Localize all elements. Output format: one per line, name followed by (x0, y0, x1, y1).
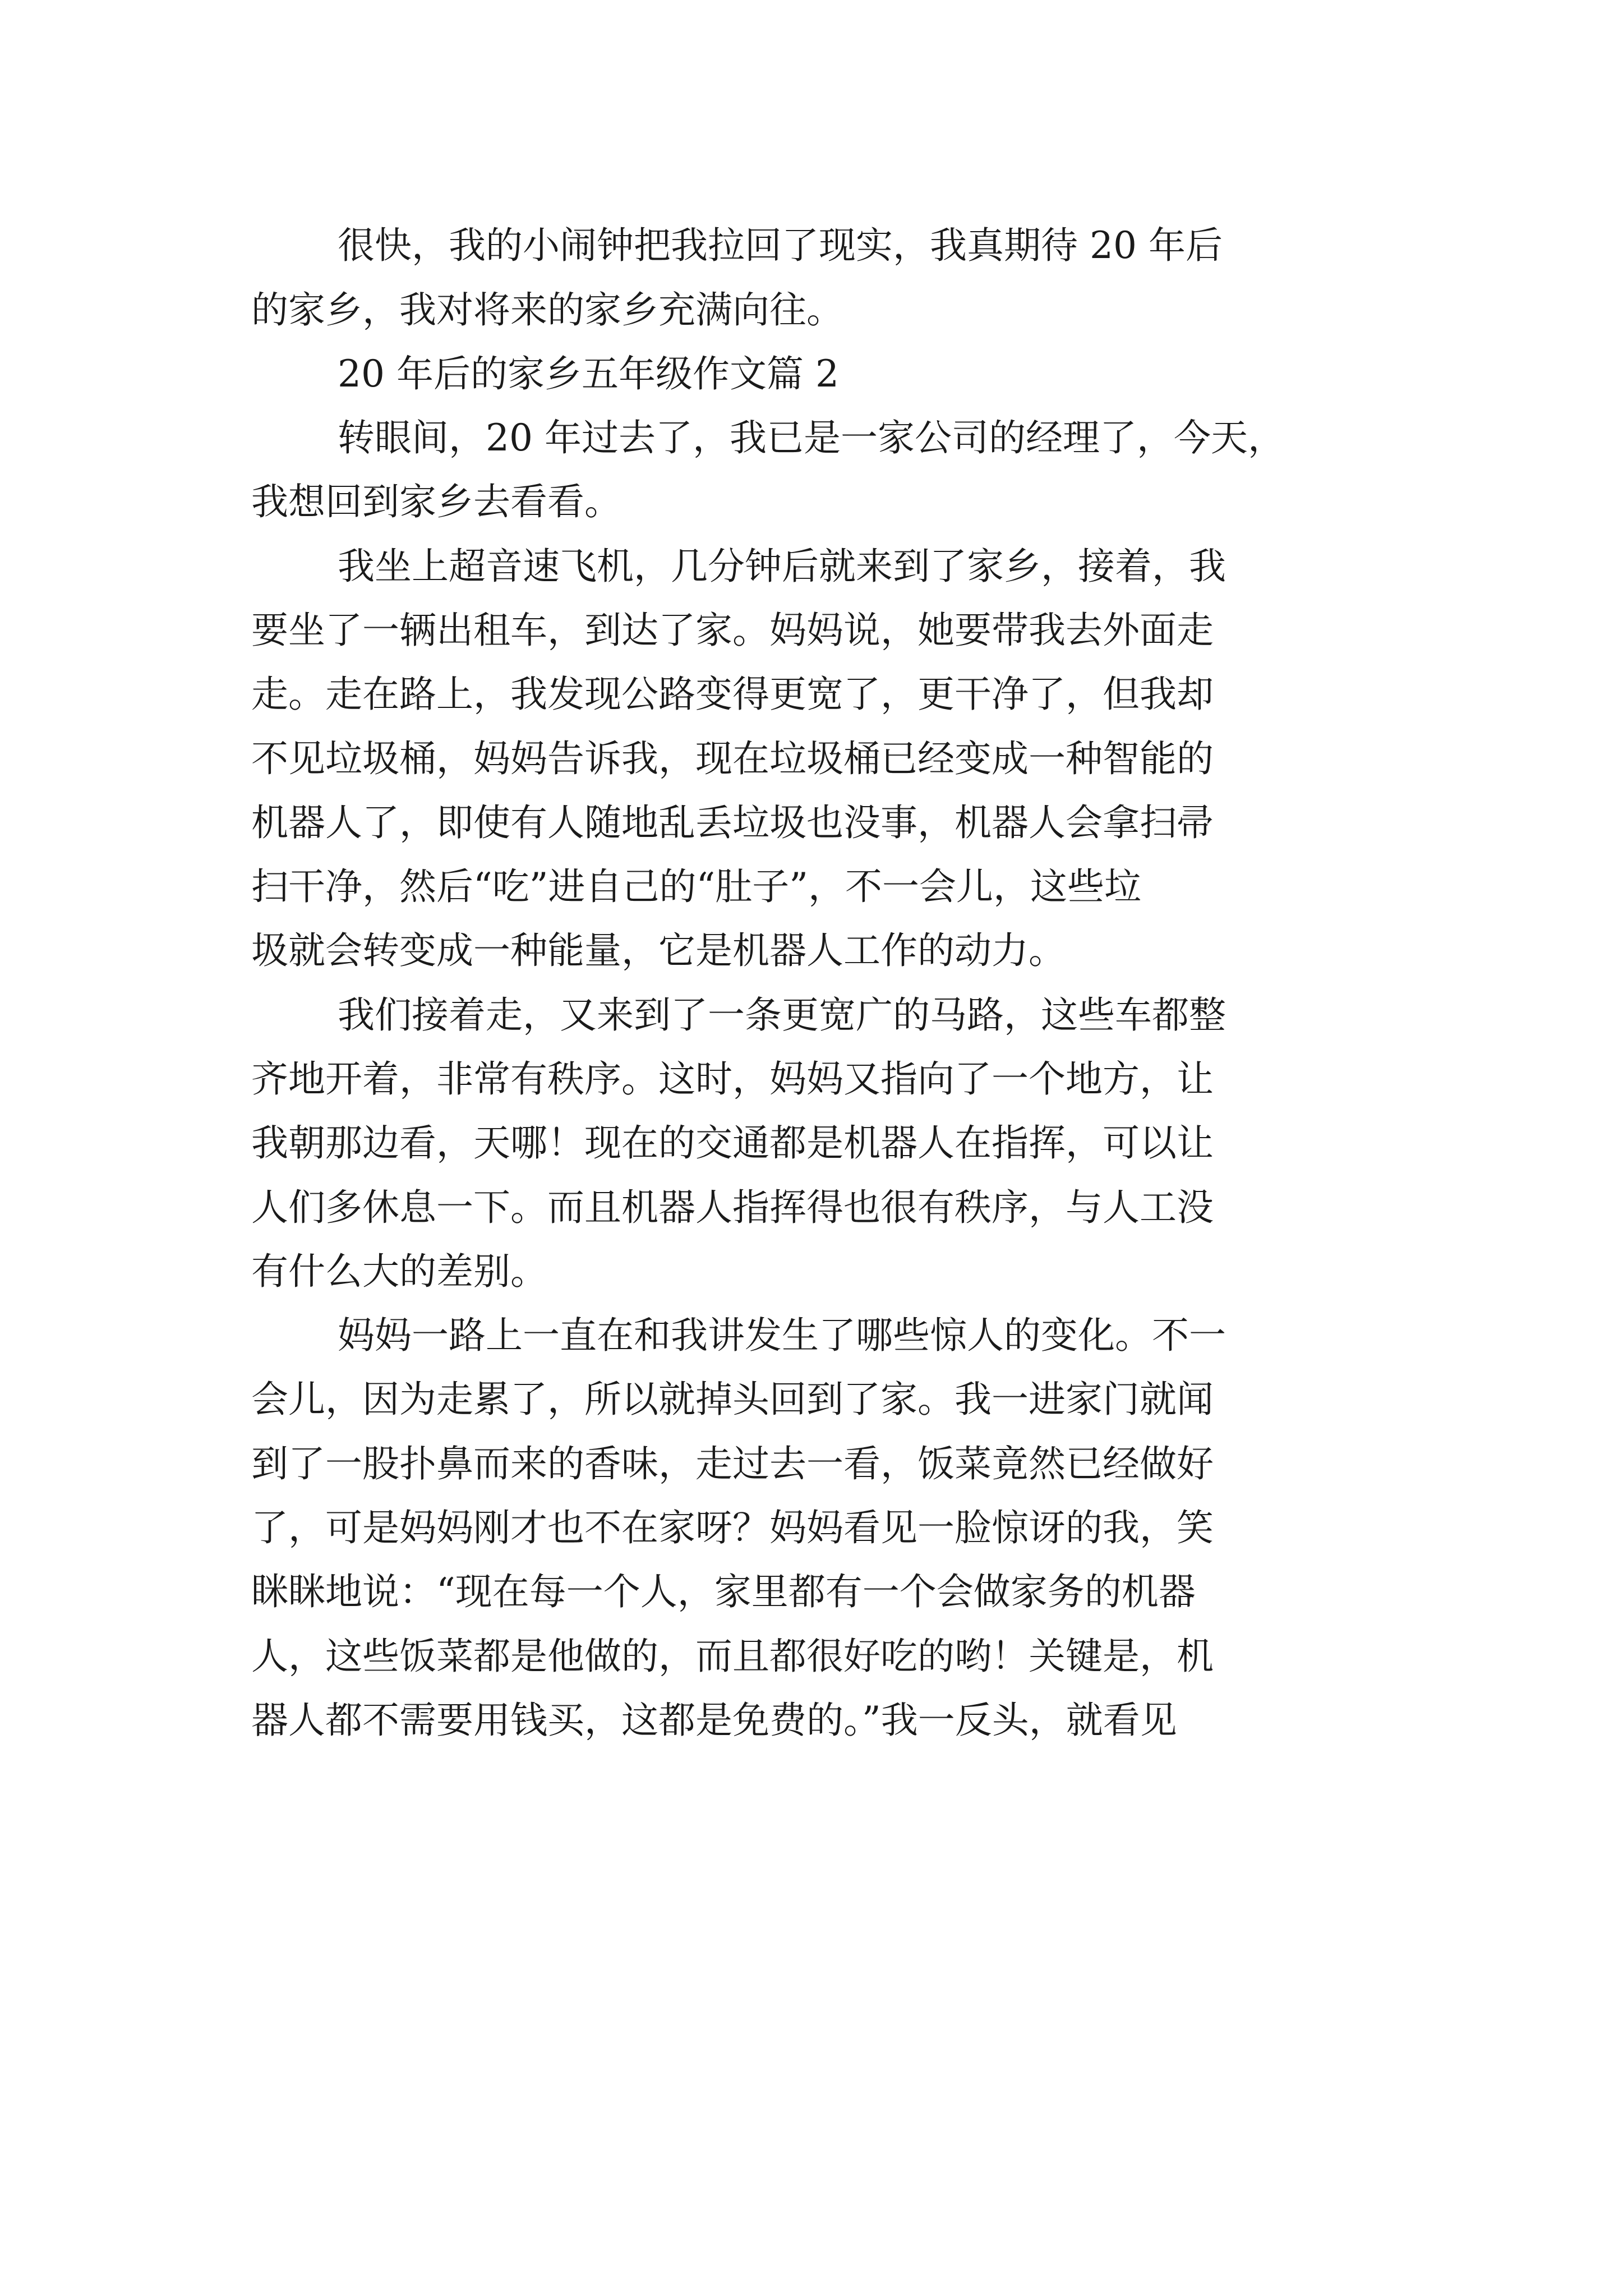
text-line: 有什么大的差别。 (251, 1250, 547, 1293)
text-line: 会儿，因为走累了，所以就掉头回到了家。我一进家门就闻 (251, 1378, 1214, 1421)
text-line: 人，这些饭菜都是他做的，而且都很好吃的哟！关键是，机 (251, 1635, 1214, 1678)
text-line: 的家乡，我对将来的家乡充满向往。 (251, 288, 843, 332)
text-line: 圾就会转变成一种能量，它是机器人工作的动力。 (251, 929, 1066, 972)
text-line: 走。走在路上，我发现公路变得更宽了，更干净了，但我却 (251, 673, 1214, 716)
text-line: 到了一股扑鼻而来的香味，走过去一看，饭菜竟然已经做好 (251, 1442, 1214, 1485)
text-line: 了，可是妈妈刚才也不在家呀？妈妈看见一脸惊讶的我，笑 (251, 1506, 1214, 1549)
text-line: 眯眯地说：“现在每一个人，家里都有一个会做家务的机器 (251, 1570, 1196, 1613)
text-line: 扫干净，然后“吃”进自己的“肚子”，不一会儿，这些垃 (251, 865, 1141, 908)
text-line: 我坐上超音速飞机，几分钟后就来到了家乡，接着，我 (338, 545, 1226, 588)
text-line: 机器人了，即使有人随地乱丢垃圾也没事，机器人会拿扫帚 (251, 801, 1214, 844)
text-line: 器人都不需要用钱买，这都是免费的。”我一反头，就看见 (251, 1699, 1177, 1742)
text-line: 转眼间，20 年过去了，我已是一家公司的经理了，今天， (338, 416, 1285, 459)
text-line: 我想回到家乡去看看。 (251, 480, 621, 523)
text-line: 我们接着走，又来到了一条更宽广的马路，这些车都整 (338, 993, 1226, 1037)
text-line: 齐地开着，非常有秩序。这时，妈妈又指向了一个地方，让 (251, 1057, 1214, 1101)
text-line: 人们多休息一下。而且机器人指挥得也很有秩序，与人工没 (251, 1186, 1214, 1229)
text-line: 妈妈一路上一直在和我讲发生了哪些惊人的变化。不一 (338, 1314, 1226, 1357)
section-heading: 20 年后的家乡五年级作文篇 2 (338, 352, 839, 395)
text-line: 很快，我的小闹钟把我拉回了现实，我真期待 20 年后 (338, 224, 1223, 267)
text-line: 我朝那边看，天哪！现在的交通都是机器人在指挥，可以让 (251, 1121, 1214, 1165)
text-line: 不见垃圾桶，妈妈告诉我，现在垃圾桶已经变成一种智能的 (251, 737, 1214, 780)
text-line: 要坐了一辆出租车，到达了家。妈妈说，她要带我去外面走 (251, 609, 1214, 652)
